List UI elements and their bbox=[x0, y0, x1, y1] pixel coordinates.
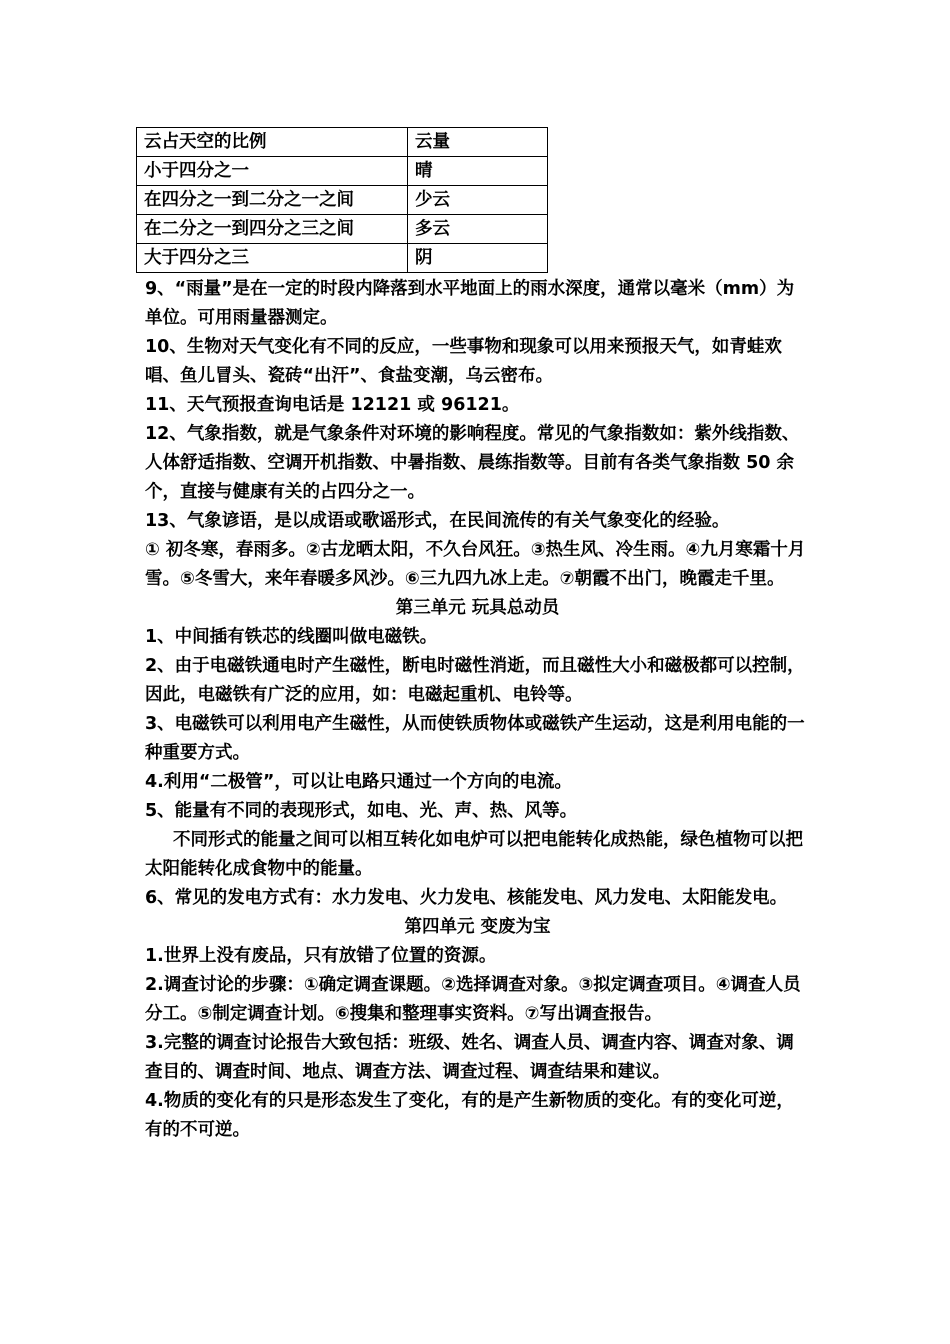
table-cell: 小于四分之一 bbox=[137, 157, 408, 186]
section-heading-unit4: 第四单元 变废为宝 bbox=[404, 917, 551, 937]
document-body bbox=[145, 275, 810, 1145]
paragraph: 2、由于电磁铁通电时产生磁性，断电时磁性消逝，而且磁性大小和磁极都可以控制，因此，电磁铁有广泛的应用，如：电磁起重机、电铃等。 bbox=[145, 656, 805, 705]
paragraph: 2.调查讨论的步骤：①确定调查课题。②选择调查对象。③拟定调查项目。④调查人员分工。⑤制定调查计划。⑥搜集和整理事实资料。⑦写出调查报告。 bbox=[145, 975, 801, 1024]
paragraph: 10、生物对天气变化有不同的反应，一些事物和现象可以用来预报天气，如青蛙欢唱、鱼儿冒头、瓷砖“出汗”、食盐变潮，乌云密布。 bbox=[145, 337, 782, 386]
paragraph: 1.世界上没有废品，只有放错了位置的资源。 bbox=[145, 946, 497, 966]
paragraph: 4.利用“二极管”，可以让电路只通过一个方向的电流。 bbox=[145, 772, 572, 792]
cloud-cover-table bbox=[136, 127, 548, 273]
table-cell: 晴 bbox=[408, 157, 548, 186]
table-header-cell: 云量 bbox=[408, 128, 548, 157]
table-cell: 在二分之一到四分之三之间 bbox=[137, 215, 408, 244]
table-cell: 大于四分之三 bbox=[137, 244, 408, 273]
table-header-cell: 云占天空的比例 bbox=[137, 128, 408, 157]
table-row bbox=[137, 244, 548, 273]
paragraph: ① 初冬寒，春雨多。②古龙晒太阳，不久台风狂。③热生风、冷生雨。④九月寒霜十月雪。⑤冬雪大，来年春暖多风沙。⑥三九四九冰上走。⑦朝霞不出门，晚霞走千里。 bbox=[145, 540, 806, 589]
table-row bbox=[137, 157, 548, 186]
paragraph: 5、能量有不同的表现形式，如电、光、声、热、风等。 bbox=[145, 801, 578, 821]
paragraph: 1、中间插有铁芯的线圈叫做电磁铁。 bbox=[145, 627, 438, 647]
table-cell: 在四分之一到二分之一之间 bbox=[137, 186, 408, 215]
paragraph: 3、电磁铁可以利用电产生磁性，从而使铁质物体或磁铁产生运动，这是利用电能的一种重要方式。 bbox=[145, 714, 805, 763]
paragraph: 3.完整的调查讨论报告大致包括：班级、姓名、调查人员、调查内容、调查对象、调查目的、调查时间、地点、调查方法、调查过程、调查结果和建议。 bbox=[145, 1033, 794, 1082]
table-row bbox=[137, 215, 548, 244]
paragraph: 9、“雨量”是在一定的时段内降落到水平地面上的雨水深度，通常以毫米（mm）为单位。可用雨量器测定。 bbox=[145, 279, 795, 328]
table-cell: 少云 bbox=[408, 186, 548, 215]
paragraph: 不同形式的能量之间可以相互转化如电炉可以把电能转化成热能，绿色植物可以把太阳能转化成食物中的能量。 bbox=[145, 830, 803, 879]
paragraph: 12、气象指数，就是气象条件对环境的影响程度。常见的气象指数如：紫外线指数、人体舒适指数、空调开机指数、中暑指数、晨练指数等。目前有各类气象指数 50 余个，直接与健康有关的占四分之一。 bbox=[145, 424, 800, 502]
paragraph: 11、天气预报查询电话是 12121 或 96121。 bbox=[145, 395, 520, 415]
paragraph: 6、常见的发电方式有：水力发电、火力发电、核能发电、风力发电、太阳能发电。 bbox=[145, 888, 788, 908]
table-cell: 阴 bbox=[408, 244, 548, 273]
table-header-row bbox=[137, 128, 548, 157]
paragraph: 4.物质的变化有的只是形态发生了变化，有的是产生新物质的变化。有的变化可逆，有的不可逆。 bbox=[145, 1091, 794, 1140]
paragraph: 13、气象谚语，是以成语或歌谣形式，在民间流传的有关气象变化的经验。 bbox=[145, 511, 730, 531]
table-row bbox=[137, 186, 548, 215]
section-heading-unit3: 第三单元 玩具总动员 bbox=[395, 598, 560, 618]
table-cell: 多云 bbox=[408, 215, 548, 244]
